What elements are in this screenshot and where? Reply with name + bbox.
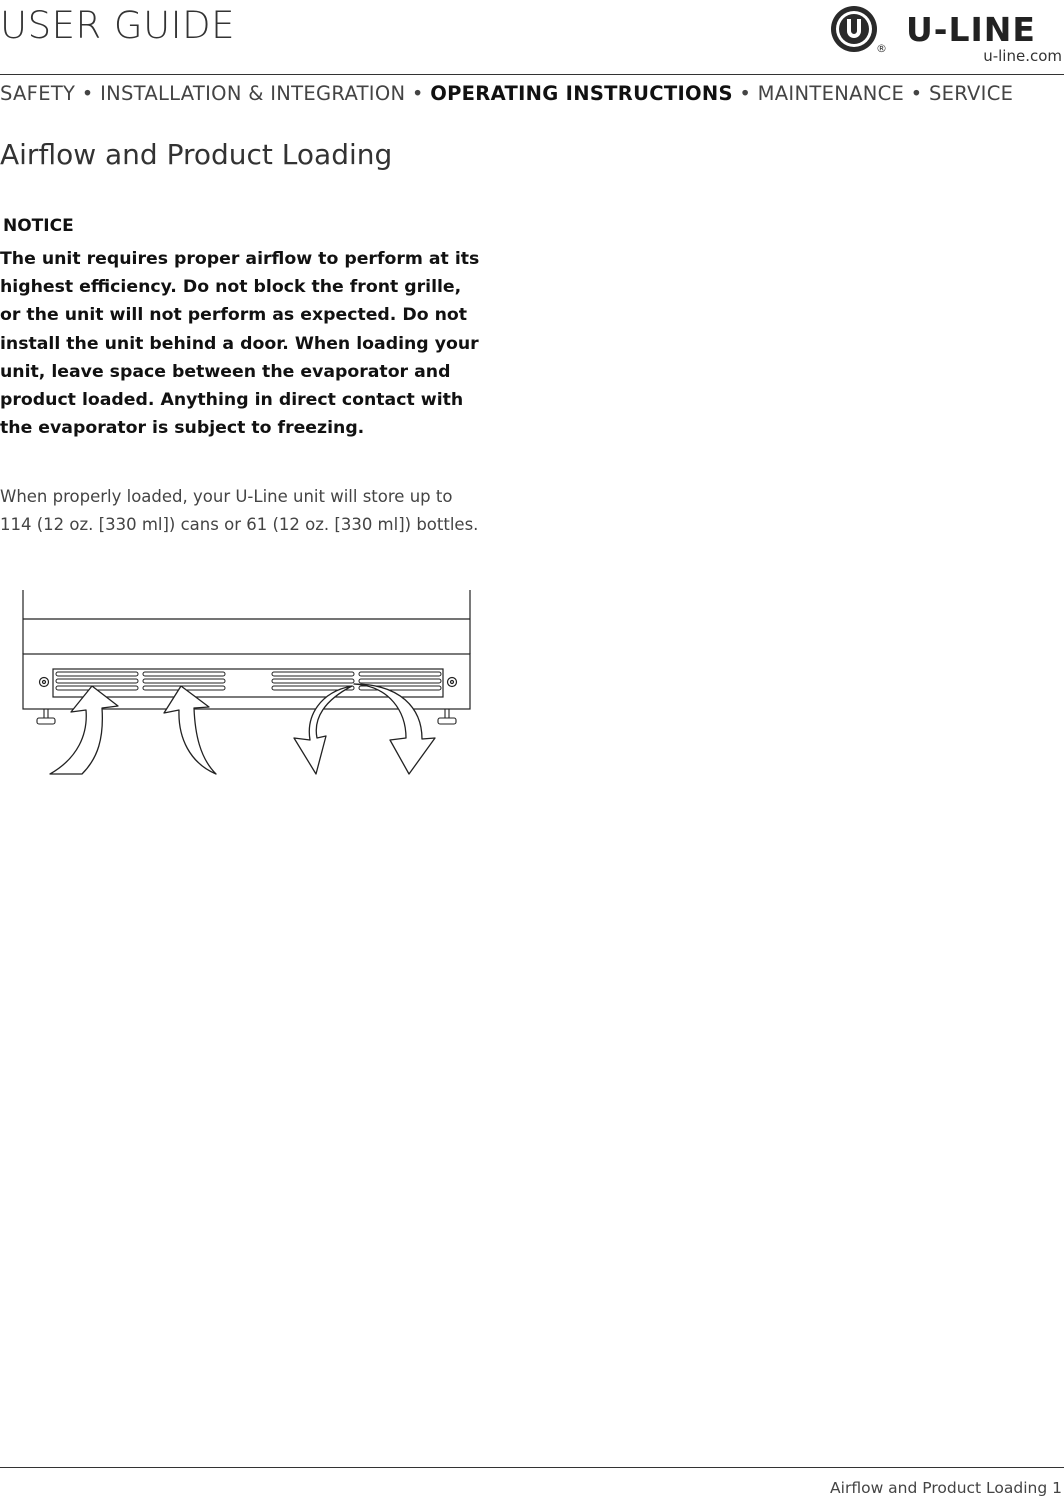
notice-line: highest efficiency. Do not block the front grille, xyxy=(0,277,462,298)
notice-line: unit, leave space between the evaporator and xyxy=(0,361,451,382)
brand-wordmark: U-LINE xyxy=(906,10,1036,49)
notice-line: or the unit will not perform as expected. Do not xyxy=(0,305,468,326)
paragraph-line: 114 (12 oz. [330 ml]) cans or 61 (12 oz. [330 ml]) bottles. xyxy=(0,515,479,534)
left-screw-icon xyxy=(40,678,49,687)
section-title: Airflow and Product Loading xyxy=(0,138,393,171)
page-title: USER GUIDE xyxy=(0,4,235,47)
website-link[interactable]: u-line.com xyxy=(983,47,1062,65)
notice-text xyxy=(0,245,500,442)
notice-line: the evaporator is subject to freezing. xyxy=(0,418,365,439)
notice-label: NOTICE xyxy=(3,216,74,236)
nav-separator: • xyxy=(81,82,94,105)
nav-item-service[interactable]: SERVICE xyxy=(928,82,1014,105)
nav-separator: • xyxy=(739,82,752,105)
nav-item-operating-instructions[interactable]: OPERATING INSTRUCTIONS xyxy=(430,82,733,105)
right-screw-icon xyxy=(448,678,457,687)
brand-logo xyxy=(828,2,1064,68)
footer-divider xyxy=(0,1467,1064,1468)
nav-separator: • xyxy=(411,82,424,105)
airflow-intake-arrow-icon xyxy=(164,686,216,774)
nav-item-maintenance[interactable]: MAINTENANCE xyxy=(757,82,905,105)
notice-line: install the unit behind a door. When loading your xyxy=(0,333,479,354)
u-line-emblem-icon xyxy=(830,2,880,56)
left-leveling-leg-icon xyxy=(37,709,55,724)
airflow-intake-arrow-icon xyxy=(50,686,118,774)
airflow-exhaust-arrow-icon xyxy=(294,686,352,774)
nav-separator: • xyxy=(910,82,923,105)
registered-mark: ® xyxy=(876,42,887,55)
section-nav xyxy=(0,82,1064,105)
paragraph-line: When properly loaded, your U-Line unit will store up to xyxy=(0,487,453,506)
airflow-diagram xyxy=(20,588,480,780)
notice-line: product loaded. Anything in direct contact with xyxy=(0,390,464,411)
right-leveling-leg-icon xyxy=(438,709,456,724)
nav-item-installation-integration[interactable]: INSTALLATION & INTEGRATION xyxy=(100,82,406,105)
nav-item-safety[interactable]: SAFETY xyxy=(0,82,76,105)
page-footer: Airflow and Product Loading 1 xyxy=(830,1479,1062,1497)
capacity-paragraph xyxy=(0,483,520,539)
notice-line: The unit requires proper airflow to perform at its xyxy=(0,249,480,269)
header-divider xyxy=(0,74,1064,75)
